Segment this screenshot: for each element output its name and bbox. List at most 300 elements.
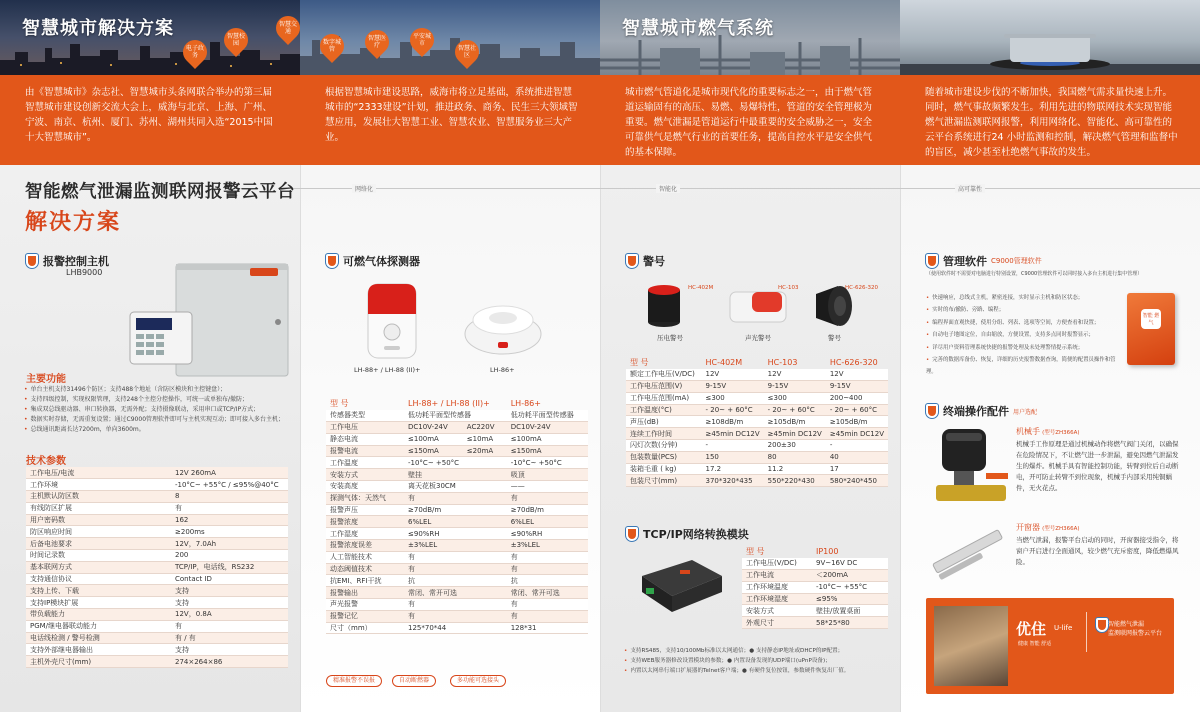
table-cell: ≥108dB/m — [701, 416, 763, 428]
table-row — [326, 398, 588, 410]
table-cell: 有 — [507, 551, 588, 563]
table-row — [326, 599, 588, 611]
shield-icon — [926, 254, 938, 268]
table-row — [26, 502, 288, 514]
manipulator-desc: 机械手 (型号ZH366A) 机械手工作原理是通过机械动作将燃气阀门关闭，以确保在危险情况下，不让燃气进一步泄漏，避免因燃气泄漏发生的爆炸。机械手具有智能控制功能，转臂到位后自动断电，开可防止转臂不到位现象，机械手内部采用纯铜蜗件，无火花点。 — [1016, 427, 1179, 492]
table-cell: 有 — [507, 492, 588, 504]
shield-icon — [626, 527, 638, 541]
table-cell: 工作电流 — [742, 570, 812, 582]
table-cell: TCP/IP，电话线，RS232 — [171, 561, 288, 573]
list-item: • 集成双总线驱动器、串口转换器，无需外配；支持摄像联动，采用串口或TCP/IP方式； — [24, 405, 294, 415]
table-row — [326, 610, 588, 622]
table-cell: - — [826, 440, 888, 452]
table-cell: 型 号 — [630, 358, 649, 368]
divider — [900, 165, 901, 712]
table-cell: 支持 — [171, 585, 288, 597]
table-row — [26, 526, 288, 538]
table-cell: 12V，7.0Ah — [171, 538, 288, 550]
table-cell: - 20~ + 60°C — [826, 404, 888, 416]
table-cell: ≤10mA — [463, 433, 507, 445]
table-row — [742, 593, 888, 605]
table-cell: 外观尺寸 — [742, 617, 812, 629]
table-row — [26, 514, 288, 526]
table-cell: 58*25*80 — [812, 617, 888, 629]
list-item: • 编程界面直观快捷，使用分组、列表、选项等空间，方便查看和设置； — [926, 317, 1126, 329]
table-cell: ≥105dB/m — [826, 416, 888, 428]
table-row — [742, 570, 888, 582]
table-cell: 有 — [404, 563, 507, 575]
table-cell: 安装高度 — [326, 481, 404, 493]
table-cell: ≥70dB/m — [507, 504, 588, 516]
table-cell: 8 — [171, 491, 288, 503]
table-cell: 6%LEL — [404, 516, 507, 528]
banner-city-day — [300, 0, 600, 75]
table-cell: 6%LEL — [507, 516, 588, 528]
table-row — [326, 528, 588, 540]
table-cell: ≥45min DC12V — [764, 428, 826, 440]
table-cell: 17 — [826, 463, 888, 475]
section-host: 报警控制主机 — [26, 253, 109, 269]
table-cell: 声压(dB) — [626, 416, 701, 428]
table-row — [326, 563, 588, 575]
table-cell: 动态阈值技术 — [326, 563, 404, 575]
table-cell: 工作温度 — [326, 457, 404, 469]
page-title: 智能燃气泄漏监测联网报警云平台 — [25, 182, 295, 202]
brand-logo-cn: 优住 — [1016, 620, 1047, 638]
table-row — [326, 587, 588, 599]
intro-text-1: 由《智慧城市》杂志社、智慧城市头条网联合举办的第三届智慧城市建设创新交流大会上，威海与北京、上海、广州、宁波、南京、杭州、厦门、苏州、湖州共同入选“2015中国十大智慧城市”。 — [25, 87, 273, 143]
table-row — [326, 492, 588, 504]
table-cell: 装箱毛重 ( kg) — [626, 463, 701, 475]
table-row — [326, 433, 588, 445]
table-cell: 用户密码数 — [26, 514, 171, 526]
feature-tag: 精准报警不误报 — [326, 675, 382, 687]
window-opener-image — [928, 518, 1010, 590]
table-cell: 12V，0.8A — [171, 609, 288, 621]
table-cell: ≥70dB/m — [404, 504, 507, 516]
siren-model: HC-626-320 — [845, 285, 878, 291]
table-row — [26, 632, 288, 644]
intro-text-3: 城市燃气管道化是城市现代化的重要标志之一，由于燃气管道运输固有的高压、易燃、易爆特性，管道的安全管理极为重要。燃气泄漏是管道运行中最重要的安全威胁之一，安全可靠供气是燃气行业的首要任务，提高自控水平是安全供气的基本保障。 — [625, 87, 873, 158]
table-cell: 有 — [404, 599, 507, 611]
table-row — [26, 597, 288, 609]
table-cell: 150 — [701, 451, 763, 463]
intro-text-4: 随着城市建设步伐的不断加快，我国燃气需求量快速上升。同时，燃气事故频繁发生。利用先进的物联网技术实现智能燃气泄漏监测联网报警，利用网络化、智能化、高可靠性的云平台系统进行24 小时监测和控制，解决燃气管理和监督中的盲区，减少甚至杜绝燃气事故的发生。 — [925, 87, 1178, 158]
table-cell: 有 — [507, 563, 588, 575]
table-cell: 安装方式 — [742, 605, 812, 617]
table-cell: ≤100mA — [404, 433, 463, 445]
table-row — [626, 475, 888, 487]
table-cell: 工作电压范围(mA) — [626, 392, 701, 404]
top-tag: 网络化 — [352, 184, 376, 193]
list-item: • 支持WEB服务器修改设置模块的参数；● 内置设备发现的UDP端口(uPnP设备)； — [624, 656, 896, 666]
brand-logo-en: U-life — [1054, 624, 1073, 632]
tcpip-spec-table — [742, 546, 888, 629]
table-row — [26, 644, 288, 656]
table-row — [626, 369, 888, 381]
map-pin-icon: 电子政务 — [178, 35, 212, 69]
table-cell: ≤300 — [701, 392, 763, 404]
table-cell: 125*70*44 — [404, 622, 507, 634]
table-cell: HC-103 — [767, 358, 798, 368]
siren-model: HC-103 — [778, 285, 799, 291]
table-row — [26, 561, 288, 573]
table-cell: DC10V-24V — [507, 422, 588, 434]
brand-product: 智能燃气泄漏 监测联网报警云平台 — [1108, 621, 1163, 637]
table-cell: 工作电压/电流 — [26, 467, 171, 479]
list-item: • 自动电子地图定位，自由缩放，方便设置，支持多点同时报警显示； — [926, 329, 1126, 341]
table-cell: 12V — [701, 369, 763, 381]
table-cell: 低功耗平面型传感器 — [404, 410, 507, 422]
table-cell: LH-86+ — [510, 399, 541, 409]
table-cell: 9V~16V DC — [812, 558, 888, 570]
divider — [300, 165, 301, 712]
wall-detector-image — [362, 280, 422, 362]
table-cell: HC-402M — [705, 358, 743, 368]
brand-box — [926, 598, 1174, 694]
shield-icon — [926, 404, 938, 418]
table-row — [326, 445, 588, 457]
table-row — [626, 463, 888, 475]
table-cell: 带负载能力 — [26, 609, 171, 621]
table-cell: 128*31 — [507, 622, 588, 634]
strobe-siren-image — [726, 286, 790, 328]
table-cell: 200~400 — [826, 392, 888, 404]
table-cell: 静态电流 — [326, 433, 404, 445]
table-cell: ≥200ms — [171, 526, 288, 538]
brand-divider — [1086, 612, 1087, 652]
valve-manipulator-image — [932, 425, 1012, 510]
table-cell: 报警浓度 — [326, 516, 404, 528]
piezo-siren-image — [644, 282, 684, 328]
table-cell: 12V — [826, 369, 888, 381]
map-pin-icon: 智慧交通 — [271, 11, 300, 45]
table-cell: 580*240*450 — [826, 475, 888, 487]
table-row — [626, 357, 888, 369]
table-cell: 主机外壳尺寸(mm) — [26, 656, 171, 668]
map-pin-icon: 智慧校园 — [219, 23, 253, 57]
table-row — [26, 573, 288, 585]
list-item: • 内置以太网串行端口扩展器的Telnet客户端；● 有硬件复位按钮，参数硬件恢复出厂值。 — [624, 666, 896, 676]
table-row — [26, 550, 288, 562]
section-detector: 可燃气体探测器 — [326, 253, 420, 269]
table-row — [326, 422, 588, 434]
detector-spec-table — [326, 398, 588, 634]
table-cell: ≤20mA — [463, 445, 507, 457]
table-cell: 额定工作电压(V/DC) — [626, 369, 701, 381]
table-cell: 后备电池要求 — [26, 538, 171, 550]
table-cell: ≤150mA — [404, 445, 463, 457]
table-row — [626, 428, 888, 440]
table-cell: ±3%LEL — [507, 540, 588, 552]
table-cell: 报警记忆 — [326, 610, 404, 622]
table-cell: 工作温度(°C) — [626, 404, 701, 416]
features-list — [24, 385, 294, 435]
brand-slogan: 健康 智能 舒适 — [1018, 641, 1052, 647]
banner-title-left: 智慧城市解决方案 — [22, 18, 174, 39]
list-item: • 实时的布/撤防、旁路、编程； — [926, 304, 1126, 316]
list-item: • 完善的数据库备份、恢复，详细的历史报警数据查询，简便的配置员操作和管理。 — [926, 354, 1126, 379]
table-row — [742, 581, 888, 593]
table-cell: - — [701, 440, 763, 452]
alarm-host-image — [128, 262, 293, 382]
software-box-image: 智能 燃气 — [1127, 293, 1175, 365]
table-cell: 工作电压(V/DC) — [742, 558, 812, 570]
caption: LH-88+ / LH-88 (II)+ — [354, 366, 421, 374]
table-row — [626, 392, 888, 404]
table-cell: 抗 — [404, 575, 507, 587]
table-cell: 工作电压 — [326, 422, 404, 434]
table-row — [742, 605, 888, 617]
table-cell: 时间记录数 — [26, 550, 171, 562]
table-cell: 人工智能技术 — [326, 551, 404, 563]
shield-icon — [26, 254, 38, 268]
table-cell: 有 — [171, 620, 288, 632]
table-cell: 支持外部继电器输出 — [26, 644, 171, 656]
table-cell: 安装方式 — [326, 469, 404, 481]
tcpip-module-image — [632, 548, 728, 620]
table-cell: 12V — [764, 369, 826, 381]
list-item: • 支持RS485，支持10/100Mb标准以太网通信；● 支持静态IP地址或DHCP的IP配置； — [624, 646, 896, 656]
table-cell: 370*320*435 — [701, 475, 763, 487]
table-cell: ≤150mA — [507, 445, 588, 457]
table-cell: 162 — [171, 514, 288, 526]
features-title: 主要功能 — [26, 374, 66, 385]
table-cell: LH-88+ / LH-88 (II)+ — [408, 399, 490, 409]
table-row — [26, 656, 288, 668]
table-cell: 主机默认防区数 — [26, 491, 171, 503]
table-row — [626, 451, 888, 463]
table-cell: 报警浓度误差 — [326, 540, 404, 552]
table-cell: -10°C~ +55°C / ≤95%@40°C — [171, 479, 288, 491]
table-cell: ≥45min DC12V — [826, 428, 888, 440]
table-cell: 工作电压范围(V) — [626, 381, 701, 393]
table-cell: 支持 — [171, 597, 288, 609]
table-cell: 报警声压 — [326, 504, 404, 516]
table-cell: 17.2 — [701, 463, 763, 475]
params-title: 技术参数 — [26, 456, 66, 467]
table-cell: ≤95% — [812, 593, 888, 605]
table-row — [326, 575, 588, 587]
caption: 声光警号 — [745, 334, 771, 342]
table-cell: 9-15V — [701, 381, 763, 393]
table-cell: 有 — [507, 599, 588, 611]
skyline-image — [300, 30, 600, 75]
section-siren: 警号 — [626, 253, 665, 269]
table-cell: 型 号 — [330, 399, 349, 409]
table-cell: ≤90%RH — [404, 528, 507, 540]
table-row — [26, 491, 288, 503]
table-cell: ≥105dB/m — [764, 416, 826, 428]
table-cell: 80 — [764, 451, 826, 463]
table-cell: 抗EMI、RFI干扰 — [326, 575, 404, 587]
table-cell: 200 — [171, 550, 288, 562]
table-cell: -10°C~ +50°C — [507, 457, 588, 469]
map-pin-icon: 数字城管 — [315, 29, 349, 63]
table-cell: 有 — [507, 610, 588, 622]
software-note: （使用软件时不需要对电脑进行特别设置，C9000管理软件可以同时接入多台主机进行集中管理） — [926, 271, 1143, 277]
table-row — [326, 516, 588, 528]
table-cell: 电话线检测 / 警号检测 — [26, 632, 171, 644]
table-cell: 传感器类型 — [326, 410, 404, 422]
table-row — [626, 381, 888, 393]
table-cell: 550*220*430 — [764, 475, 826, 487]
table-cell: 吸顶 — [507, 469, 588, 481]
shield-icon — [626, 254, 638, 268]
shield-icon — [326, 254, 338, 268]
table-cell: 闪灯次数(分钟) — [626, 440, 701, 452]
table-cell: 抗 — [507, 575, 588, 587]
table-row — [742, 617, 888, 629]
kitchen-stove-image — [900, 30, 1200, 75]
list-item: • 支持四级控制，实现权限管理，支持248个主控分控操作，可统一或单独布/撤防； — [24, 395, 294, 405]
siren-spec-table — [626, 357, 888, 487]
caption: 压电警号 — [657, 334, 683, 342]
table-cell: 声光报警 — [326, 599, 404, 611]
table-row — [26, 538, 288, 550]
feature-tag: 多功能可选接头 — [450, 675, 506, 687]
caption: 警号 — [828, 334, 841, 342]
siren-model: HC-402M — [688, 285, 714, 291]
table-cell: —— — [507, 481, 588, 493]
table-cell: DC10V-24V — [404, 422, 463, 434]
section-software: 管理软件 C9000管理软件 — [926, 253, 1042, 269]
table-cell: Contact ID — [171, 573, 288, 585]
list-item: • 详尽用户资料管理系统快捷的报警处理及未处理警情提示系统； — [926, 342, 1126, 354]
table-cell: 工作环境湿度 — [742, 593, 812, 605]
table-cell: HC-626-320 — [829, 358, 878, 368]
table-row — [326, 504, 588, 516]
table-cell: 型 号 — [746, 547, 765, 557]
table-row — [326, 551, 588, 563]
table-cell: ±3%LEL — [404, 540, 507, 552]
caption: LH-86+ — [490, 366, 515, 374]
interior-photo — [934, 606, 1008, 686]
table-cell: ＜200mA — [812, 570, 888, 582]
table-cell: - 20~ + 60°C — [701, 404, 763, 416]
table-cell: 工作环境 — [26, 479, 171, 491]
map-pin-icon: 智慧社区 — [450, 35, 484, 69]
table-cell: ≤300 — [764, 392, 826, 404]
table-cell: 常闭、常开可选 — [507, 587, 588, 599]
table-cell: AC220V — [463, 422, 507, 434]
table-cell: PGM/继电器联动能力 — [26, 620, 171, 632]
banner-gas-plant — [600, 0, 900, 75]
table-cell: 探测气体：天然气 — [326, 492, 404, 504]
table-cell: 包装尺寸(mm) — [626, 475, 701, 487]
banner-kitchen — [900, 0, 1200, 75]
table-row — [26, 585, 288, 597]
map-pin-icon: 智慧医疗 — [360, 25, 394, 59]
table-cell: 离天花板30CM — [404, 481, 507, 493]
shield-icon — [1096, 618, 1108, 632]
table-cell: ≥45min DC12V — [701, 428, 763, 440]
table-cell: 274×264×86 — [171, 656, 288, 668]
table-row — [326, 410, 588, 422]
list-item: • 快速响应，总线式主机，紧密连接，实时显示主机和防区状态； — [926, 292, 1126, 304]
table-cell: 连续工作时间 — [626, 428, 701, 440]
host-params-table — [26, 467, 288, 668]
table-row — [26, 467, 288, 479]
section-actuator: 终端操作配件 用户选配 — [926, 403, 1037, 419]
ceiling-detector-image — [462, 290, 544, 360]
list-item: • 总线通讯距离长达7200m，单向3600m。 — [24, 425, 294, 435]
list-item: • 单台主机支持31496个防区；支持488个地址（含防区模块和主控键盘）； — [24, 385, 294, 395]
table-row — [742, 558, 888, 570]
table-cell: 报警输出 — [326, 587, 404, 599]
feature-tag: 自动断燃器 — [392, 675, 436, 687]
table-row — [26, 620, 288, 632]
table-cell: 壁挂/放置桌面 — [812, 605, 888, 617]
table-cell: 9-15V — [826, 381, 888, 393]
top-tag: 高可靠性 — [955, 184, 985, 193]
table-cell: 支持上传、下载 — [26, 585, 171, 597]
table-row — [626, 416, 888, 428]
table-cell: 有 — [171, 502, 288, 514]
table-cell: 有 — [404, 551, 507, 563]
intro-text-2: 根据智慧城市建设思路，威海市将立足基础，系统推进智慧城市的“2333建设”计划，推进政务、商务、民生三大领域智慧应用，发展壮大智慧工业、智慧农业、智慧服务业三大产业。 — [325, 87, 578, 143]
table-cell: 工作湿度 — [326, 528, 404, 540]
table-cell: 常闭、常开可选 — [404, 587, 507, 599]
section-tcpip: TCP/IP网络转换模块 — [626, 526, 749, 542]
table-cell: ≤100mA — [507, 433, 588, 445]
table-row — [626, 404, 888, 416]
table-row — [742, 546, 888, 558]
table-row — [326, 457, 588, 469]
table-cell: 支持IP模块扩展 — [26, 597, 171, 609]
table-cell: 包装数量(PCS) — [626, 451, 701, 463]
table-cell: 40 — [826, 451, 888, 463]
table-cell: 有 / 有 — [171, 632, 288, 644]
table-cell: 12V 260mA — [171, 467, 288, 479]
table-row — [326, 469, 588, 481]
banner-title-right: 智慧城市燃气系统 — [622, 18, 774, 39]
table-cell: 壁挂 — [404, 469, 507, 481]
table-cell: 11.2 — [764, 463, 826, 475]
opener-desc: 开窗器 (型号ZH366A) 当燃气泄漏，报警平台启动的同时，开窗器接受指令，将窗户开启进行全面通风，较少燃气充斥密度，降低燃爆风险。 — [1016, 523, 1179, 566]
table-row — [326, 540, 588, 552]
tcpip-list — [624, 646, 896, 676]
table-cell: 有 — [404, 610, 507, 622]
list-item: • 数据实时存储，无需重复设置；通过C9000管理软件即可与主机实现互动；即可接入多台主机； — [24, 415, 294, 425]
map-pin-icon: 平安城市 — [405, 23, 439, 57]
page-subtitle: 解决方案 — [25, 210, 122, 235]
table-cell: 9-15V — [764, 381, 826, 393]
table-cell: 报警电流 — [326, 445, 404, 457]
table-cell: IP100 — [816, 547, 839, 557]
table-row — [26, 609, 288, 621]
table-cell: 基本联网方式 — [26, 561, 171, 573]
table-cell: 支持 — [171, 644, 288, 656]
table-cell: 尺寸（mm） — [326, 622, 404, 634]
table-cell: 200±30 — [764, 440, 826, 452]
divider — [600, 165, 601, 712]
table-cell: -10°C~ +50°C — [404, 457, 507, 469]
table-cell: ≤90%RH — [507, 528, 588, 540]
software-list — [926, 292, 1126, 379]
table-cell: 低功耗平面型传感器 — [507, 410, 588, 422]
table-cell: 支持通信协议 — [26, 573, 171, 585]
top-tag: 智能化 — [656, 184, 680, 193]
table-row — [326, 622, 588, 634]
table-row — [626, 440, 888, 452]
top-rule — [282, 188, 1200, 189]
table-row — [326, 481, 588, 493]
table-cell: 有 — [404, 492, 507, 504]
table-row — [26, 479, 288, 491]
table-cell: - 20~ + 60°C — [764, 404, 826, 416]
table-cell: 工作环境温度 — [742, 581, 812, 593]
